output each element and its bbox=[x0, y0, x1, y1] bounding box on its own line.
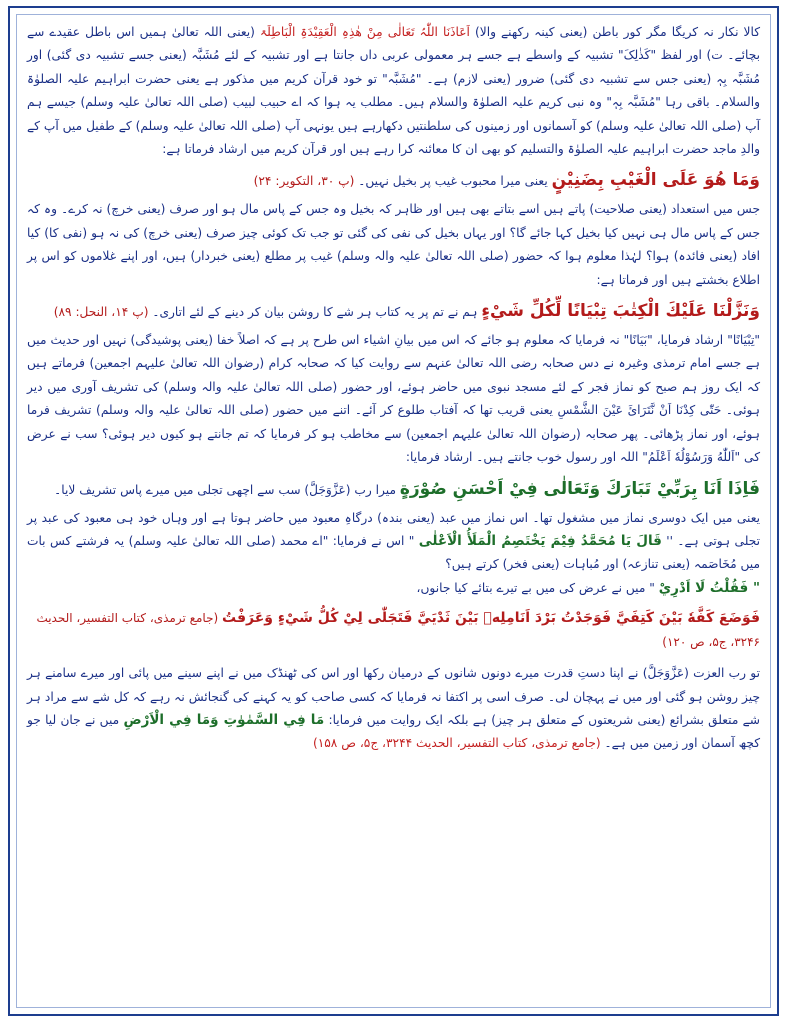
para5-text-c: میں نے جان لیا جو کچھ آسمان اور زمین میں ہے۔ bbox=[27, 712, 760, 751]
para1-text-a: کالا نکار نہ کریگا مگر کور باطن (یعنی کینہ رکھنے والا) bbox=[474, 25, 761, 39]
paragraph-4 bbox=[27, 507, 760, 601]
para1-text-c: (یعنی اللہ تعالیٰ ہمیں اس باطل عقیدے سے بچائے۔ ت) اور لفظ "کَذٰلِکَ" تشبیہ کے واسطے ہے جسے ہر معمولی عربی داں جانتا ہے اور تشبیہ کے لئے مُشَبَّہ (یعنی جسے تشبیہ دی گئی) اور مُشَبَّہ بِہٖ (یعنی جس سے تشبیہ دی گئی) ضرور (یعنی لازم) ہے۔ "مُشَبَّہ" تو خود قرآن کریم میں مذکور ہے یعنی حضرت ابراہیم علیہ الصلوٰۃ والسلام۔ باقی رہا "مُشَبَّہ بِہٖ" وہ نبی کریم علیہ الصلوٰۃ والسلام ہیں۔ مطلب یہ ہوا کہ اے حبیب لبیب (صلی اللہ تعالیٰ علیہ وسلم) جیسے ہم آپ (صلی اللہ تعالیٰ علیہ وسلم) کو آسمانوں اور زمینوں کی سلطنتیں دکھارہے ہیں یونہی آپ (صلی اللہ تعالیٰ علیہ وسلم) کے طفیل میں آپ کے والدِ ماجد حضرت ابراہیم علیہ الصلوٰۃ والتسلیم کو بھی ان کا معائنہ کرا رہے ہیں اور قرآن کریم میں ارشاد فرماتا ہے: bbox=[27, 25, 760, 157]
para5-arabic-b: مَا فِي السَّمٰوٰتِ وَمَا فِي الْاَرْضِ bbox=[123, 711, 325, 728]
ayah-1 bbox=[27, 167, 760, 194]
hadith-arabic-block bbox=[27, 606, 760, 654]
ayah-1-reference: (پ ۳۰، التکویر: ۲۴) bbox=[253, 174, 355, 189]
ayah-2-reference: (پ ۱۴، النحل: ۸۹) bbox=[53, 305, 149, 320]
para5-reference: (جامع ترمذی، کتاب التفسیر، الحدیث ۳۲۴۴، ج۵، ص ۱۵۸) bbox=[312, 736, 601, 751]
para4-text-a: یعنی میں ایک دوسری نماز میں مشغول تھا۔ اس نماز میں عبد (یعنی بندہ) درگاہِ معبود میں حاضر ہوتا ہے اور وہاں خود ہی معبود کی عبد پر تجلی ہوتی ہے۔ '' bbox=[27, 510, 761, 548]
para4-arabic-d: " فَقُلْتُ لَا اَدْرِيْ bbox=[658, 579, 760, 596]
paragraph-5 bbox=[27, 662, 760, 756]
paragraph-2: جس میں استعداد (یعنی صلاحیت) پاتے ہیں اسے بتاتے بھی ہیں اور ظاہر کہ بخیل وہ جس کے پاس مال ہو اور صرف (یعنی خرچ) نہ کرے۔ وہ کہ جس کے پاس مال ہی نہیں کیا بخیل کہا جائے گا؟ اور یہاں بخیل کی نفی کی گئی تو جب تک کوئی چیز صرف (یعنی خرچ) کی نہ ہو (نفی کا) کیا افاد (یعنی فائدہ) ہوا؟ لہٰذا معلوم ہوا کہ حضور (صلی اللہ تعالیٰ علیہ والہ وسلم) غیب پر مطلع (یعنی خبردار) ہیں، اور اپنے غلاموں کو اس پر اطلاع بخشتے ہیں اور فرماتا ہے: bbox=[27, 202, 760, 287]
hadith-quote-1-arabic: فَاِذَا اَنَا بِرَبِّيْ تَبَارَكَ وَتَعَالٰى فِيْ اَحْسَنِ صُوْرَةٍ bbox=[399, 478, 760, 499]
hadith-arabic: فَوَضَعَ كَفَّهٗ بَيْنَ كَتِفَيَّ فَوَجَدْتُ بَرْدَ اَنَامِلِهٖ بَيْنَ ثَدْيَيَّ فَتَجَلّٰى لِيْ كُلُّ شَيْءٍ وَعَرَفْتُ bbox=[222, 610, 760, 627]
para1-arabic-dua: اَعَاذَنَا اللّٰہُ تَعَالٰی مِنْ ھٰذِہِ الْعَقِیْدَۃِ الْبَاطِلَۃ bbox=[259, 25, 470, 39]
paragraph-1 bbox=[27, 21, 760, 161]
para5-text-a: تو رب العزت (عَزَّوَجَلَّ) نے اپنا دستِ قدرت میرے دونوں شانوں کے درمیان رکھا اور اس کی ٹھنڈک میں نے اپنے سینے میں پائی اور میرے سامنے ہر چیز روشن ہو گئی اور میں نے پہچان لی۔ صرف اسی پر اکتفا نہ فرمایا کہ کسی صاحب کو یہ کہنے کی گنجائش نہ رہے کہ کل شے سے مراد ہر شے متعلق بشرائع (یعنی شریعتوں کے متعلق ہر چیز) ہے بلکہ ایک روایت میں فرمایا: bbox=[27, 666, 760, 727]
para4-text-e: " میں نے عرض کی میں بے تیرے بتائے کیا جانوں، bbox=[416, 580, 655, 595]
para4-text-c: " اس نے فرمایا: "اے محمد (صلی اللہ تعالیٰ علیہ وسلم) یہ فرشتے کس بات میں مُخَاصَمہ (یعنی تنازعہ) اور مُباہات (یعنی فخر) کرتے ہیں؟ bbox=[27, 533, 760, 572]
hadith-reference: (جامع ترمذی، کتاب التفسیر، الحدیث ۳۲۴۶، ج۵، ص ۱۲۰) bbox=[36, 611, 760, 650]
ayah-2-translation: ہم نے تم پر یہ کتاب ہر شے کا روشن بیان کر دینے کے لئے اتاری۔ bbox=[152, 305, 478, 320]
ayah-2-arabic: وَنَزَّلْنَا عَلَيْكَ الْكِتٰبَ تِبْيَانًا لِّكُلِّ شَيْءٍ bbox=[481, 301, 760, 322]
para4-arabic-b: قَالَ يَا مُحَمَّدُ فِيْمَ يَخْتَصِمُ الْمَلَأُ الْاَعْلٰى bbox=[418, 532, 662, 549]
page-content bbox=[16, 14, 771, 1008]
ayah-2 bbox=[27, 298, 760, 325]
paragraph-3: "تِبْيَانًا" ارشاد فرمایا، "بَيَانًا" نہ فرمایا کہ معلوم ہو جائے کہ اس میں بیانِ اشیاء اس طرح پر ہے کہ اصلاً خفا (یعنی پوشیدگی) نہیں اور حدیث میں ہے جسے امام ترمذی وغیرہ نے دس صحابہ رضی اللہ تعالیٰ عنہم سے روایت کیا کہ صحابہ کرام (رضوان اللہ تعالیٰ علیہم اجمعین) فرماتے ہیں کہ ایک روز ہم صبح کو نماز فجر کے لئے مسجد نبوی میں حاضر ہوئے، اور حضور (صلی اللہ تعالیٰ علیہ والہ وسلم) کی تشریف آوری میں دیر ہوئی۔ حَتّٰی كِدْنَا اَنْ نَّتَرَائَ عَيْنَ الشَّمْسِ یعنی قریب تھا کہ آفتاب طلوع کر آئے۔ اتنے میں حضور (صلی اللہ تعالیٰ علیہ والہ وسلم) تشریف فرما ہوئے، اور نماز پڑھائی۔ پھر صحابہ (رضوان اللہ تعالیٰ علیہم اجمعین) سے مخاطب ہو کر فرمایا کہ تم جانتے ہو کیوں دیر ہوئی؟ سب نے عرض کی "اَللّٰهُ وَرَسُوْلُهٗ اَعْلَمُ" اللہ اور رسول خوب جانتے ہیں۔ ارشاد فرمایا: bbox=[27, 333, 760, 465]
ayah-1-translation: یعنی میرا محبوب غیب پر بخیل نہیں۔ bbox=[358, 174, 548, 189]
ayah-1-arabic: وَمَا هُوَ عَلَى الْغَيْبِ بِضَنِيْنٍ bbox=[551, 170, 760, 191]
page-frame bbox=[8, 6, 779, 1016]
hadith-quote-1 bbox=[27, 476, 760, 503]
hadith-quote-1-translation: میرا رب (عَزَّوَجَلَّ) سب سے اچھی تجلی میں میرے پاس تشریف لایا۔ bbox=[54, 482, 396, 497]
